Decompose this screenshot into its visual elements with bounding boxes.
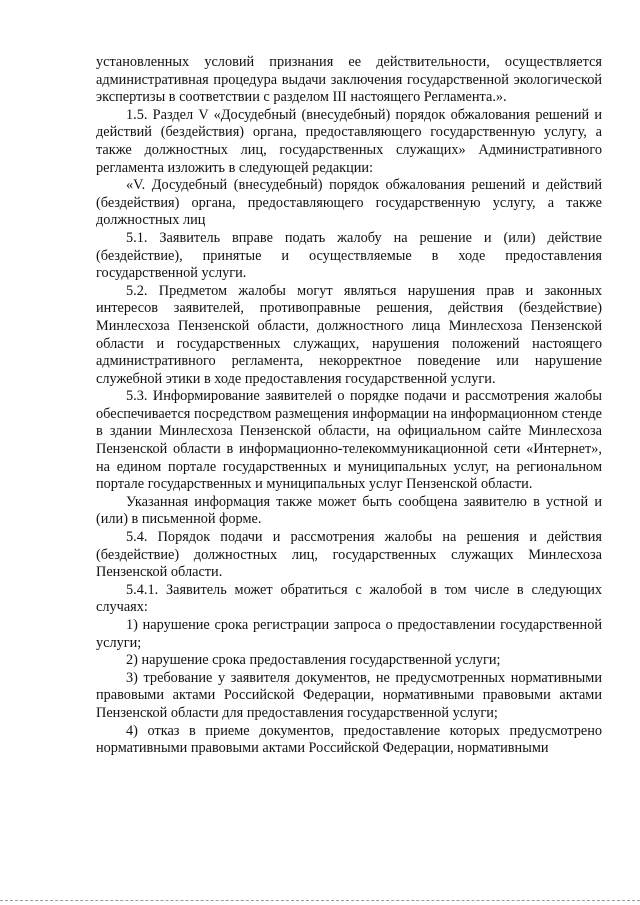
- list-item-2: 2) нарушение срока предоставления государственной услуги;: [126, 652, 501, 669]
- paragraph-continuation: установленных условий признания ее действительности, осуществляется административная процедура выдачи заключения государственной экологической экспертизы в соответствии с разделом III настоящего Регламента.».: [96, 54, 602, 106]
- scan-edge-divider: [0, 900, 640, 901]
- paragraph-5-4-1: 5.4.1. Заявитель может обратиться с жалобой в том числе в следующих случаях:: [96, 581, 602, 616]
- section-v-heading: «V. Досудебный (внесудебный) порядок обжалования решений и действий (бездействия) органа, предоставляющего государственную услугу, а также должностных лиц: [96, 177, 602, 229]
- list-item-1: 1) нарушение срока регистрации запроса о предоставлении государственной услуги;: [96, 617, 602, 651]
- list-item-3: 3) требование у заявителя документов, не предусмотренных нормативными правовыми актами Российской Федерации, нормативными правовыми актами Пензенской области для предоставления государственной услуги;: [96, 669, 602, 721]
- paragraph-5-3: 5.3. Информирование заявителей о порядке подачи и рассмотрения жалобы обеспечивается посредством размещения информации на информационном стенде в здании Минлесхоза Пензенской области, на официальном сайте Минлесхоза Пензенской области в информационно-телекоммуникационной сети «Интернет», на едином портале государственных и муниципальных услуг, на региональном портале государственных и муниципальных услуг Пензенской области.: [96, 388, 602, 493]
- paragraph-5-2: 5.2. Предметом жалобы могут являться нарушения прав и законных интересов заявителей, противоправные решения, действия (бездействие) Минлесхоза Пензенской области, должностного лица Минлесхоза Пензенской области и государственных служащих, нарушения положений настоящего административного регламента, некорректное поведение или нарушение служебной этики в ходе предоставления государственной услуги.: [96, 282, 602, 387]
- document-body: [96, 54, 602, 758]
- paragraph-info-note: Указанная информация также может быть сообщена заявителю в устной и (или) в письменной форме.: [96, 493, 602, 528]
- paragraph-5-1: 5.1. Заявитель вправе подать жалобу на решение и (или) действие (бездействие), принятые и осуществляемые в ходе предоставления государственной услуги.: [96, 229, 602, 282]
- paragraph-1-5: 1.5. Раздел V «Досудебный (внесудебный) порядок обжалования решений и действий (бездействия) органа, предоставляющего государственную услугу, а также должностных лиц, государственных служащих» Административного регламента изложить в следующей редакции:: [96, 106, 602, 176]
- paragraph-5-4: 5.4. Порядок подачи и рассмотрения жалобы на решения и действия (бездействие) должностных лиц, государственных служащих Минлесхоза Пензенской области.: [96, 529, 602, 581]
- list-item-4: 4) отказ в приеме документов, предоставление которых предусмотрено нормативными правовыми актами Российской Федерации, нормативными: [96, 722, 602, 757]
